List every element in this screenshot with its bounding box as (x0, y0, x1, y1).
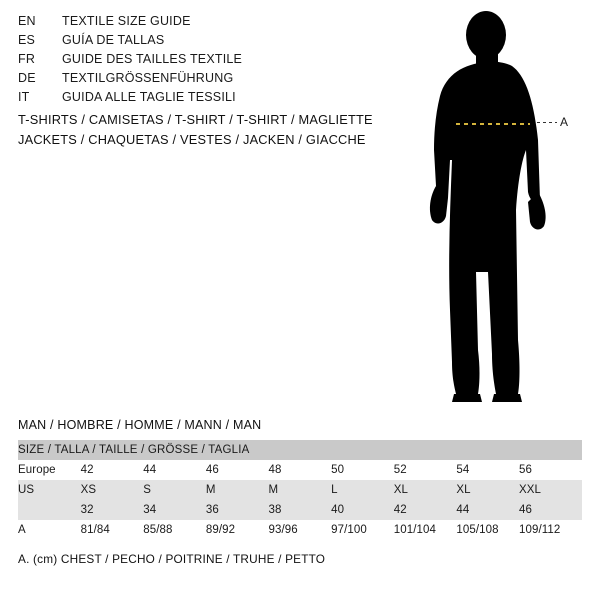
chest-measure-line (456, 123, 530, 125)
table-row (18, 500, 582, 520)
legend-text-es: GUÍA DE TALLAS (62, 33, 165, 47)
cell-us-5: XL (394, 480, 457, 500)
cell-a-7: 109/112 (519, 520, 582, 540)
cell-europe-3: 48 (269, 460, 332, 480)
cell-europe-7: 56 (519, 460, 582, 480)
cell-usnum-1: 34 (143, 500, 206, 520)
table-row (18, 460, 582, 480)
cell-usnum-4: 40 (331, 500, 394, 520)
cell-a-3: 93/96 (269, 520, 332, 540)
language-legend (18, 14, 378, 109)
cell-europe-2: 46 (206, 460, 269, 480)
legend-text-it: GUIDA ALLE TAGLIE TESSILI (62, 90, 236, 104)
row-label-us-numeric (18, 500, 81, 520)
legend-text-en: TEXTILE SIZE GUIDE (62, 14, 191, 28)
cell-europe-0: 42 (81, 460, 144, 480)
chest-measure-label: A (560, 115, 569, 129)
row-label-europe: Europe (18, 460, 81, 480)
cell-us-7: XXL (519, 480, 582, 500)
cell-us-6: XL (456, 480, 519, 500)
male-figure (400, 10, 600, 410)
cell-a-4: 97/100 (331, 520, 394, 540)
legend-row-it (18, 90, 378, 109)
table-footnote: A. (cm) CHEST / PECHO / POITRINE / TRUHE / PETTO (18, 552, 326, 566)
legend-text-de: TEXTILGRÖSSENFÜHRUNG (62, 71, 234, 85)
category-tshirts: T-SHIRTS / CAMISETAS / T-SHIRT / T-SHIRT / MAGLIETTE (18, 112, 373, 127)
category-jackets: JACKETS / CHAQUETAS / VESTES / JACKEN / GIACCHE (18, 132, 366, 147)
cell-europe-6: 54 (456, 460, 519, 480)
cell-usnum-0: 32 (81, 500, 144, 520)
legend-row-en (18, 14, 378, 33)
cell-a-6: 105/108 (456, 520, 519, 540)
cell-us-2: M (206, 480, 269, 500)
chest-leader-line (537, 122, 557, 123)
cell-a-0: 81/84 (81, 520, 144, 540)
legend-code-es: ES (18, 33, 36, 47)
cell-a-5: 101/104 (394, 520, 457, 540)
table-row (18, 520, 582, 540)
legend-code-de: DE (18, 71, 36, 85)
legend-code-it: IT (18, 90, 30, 104)
cell-a-2: 89/92 (206, 520, 269, 540)
legend-row-fr (18, 52, 378, 71)
row-label-us: US (18, 480, 81, 500)
table-title: MAN / HOMBRE / HOMME / MANN / MAN (18, 418, 262, 432)
cell-usnum-5: 42 (394, 500, 457, 520)
row-label-a: A (18, 520, 81, 540)
legend-code-en: EN (18, 14, 36, 28)
cell-us-1: S (143, 480, 206, 500)
cell-us-4: L (331, 480, 394, 500)
legend-code-fr: FR (18, 52, 36, 66)
cell-europe-1: 44 (143, 460, 206, 480)
legend-row-de (18, 71, 378, 90)
table-header-label: SIZE / TALLA / TAILLE / GRÖSSE / TAGLIA (18, 440, 582, 460)
legend-row-es (18, 33, 378, 52)
cell-us-3: M (269, 480, 332, 500)
cell-a-1: 85/88 (143, 520, 206, 540)
cell-usnum-2: 36 (206, 500, 269, 520)
cell-usnum-6: 44 (456, 500, 519, 520)
cell-us-0: XS (81, 480, 144, 500)
cell-usnum-7: 46 (519, 500, 582, 520)
garment-categories (18, 110, 418, 150)
cell-europe-5: 52 (394, 460, 457, 480)
size-table-section (18, 418, 582, 566)
male-silhouette-icon (400, 10, 600, 410)
legend-text-fr: GUIDE DES TAILLES TEXTILE (62, 52, 243, 66)
table-row (18, 440, 582, 460)
cell-usnum-3: 38 (269, 500, 332, 520)
table-row (18, 480, 582, 500)
size-table (18, 440, 582, 540)
cell-europe-4: 50 (331, 460, 394, 480)
